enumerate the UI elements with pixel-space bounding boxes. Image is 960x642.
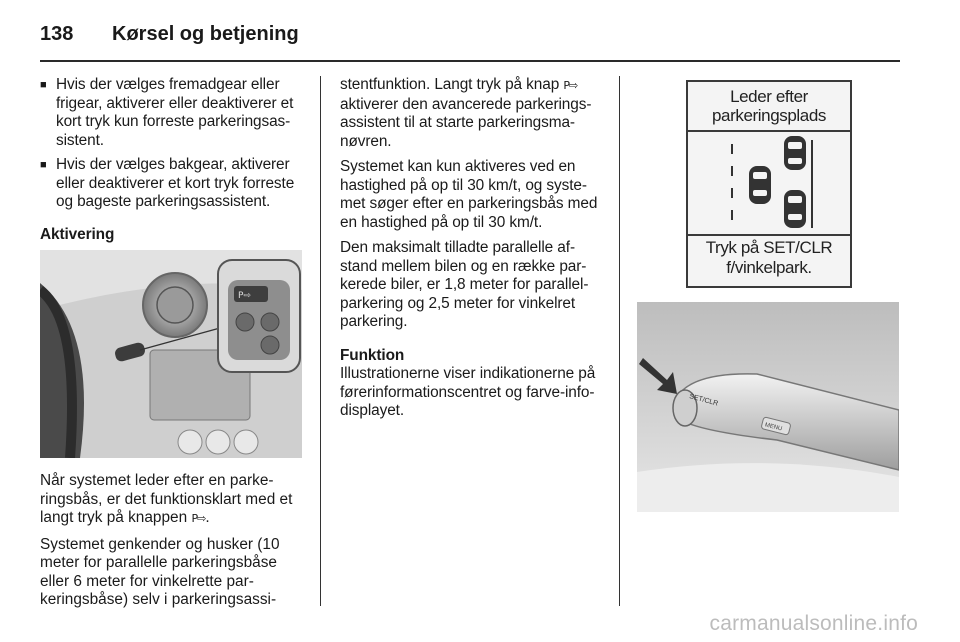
column-divider-2	[619, 76, 620, 606]
bullet-marker: ■	[40, 79, 47, 91]
display-instruction: Tryk på SET/CLR f/vinkelpark.	[705, 238, 833, 277]
menu-label: MENU	[764, 422, 783, 433]
page-title: Kørsel og betjening	[112, 22, 299, 45]
page-header	[40, 14, 920, 54]
driver-info-display	[686, 80, 852, 288]
column-2	[340, 76, 606, 428]
paragraph: Systemet genkender og husker (10 meter for parallelle parkeringsbåse eller 6 meter for vinkelrette parkeringsbåse) selv i parkeringsassi-	[40, 535, 280, 608]
dashboard-drawing	[40, 250, 302, 458]
bullet-text: Hvis der vælges bakgear, aktiverer eller deaktiverer et kort tryk forreste og bageste parkeringsassistent.	[56, 156, 295, 210]
parking-space-graphic	[688, 132, 850, 234]
stalk-drawing	[637, 302, 899, 512]
paragraph-text: aktiverer den avancerede parkeringsassistent til at starte parkeringsmanøvren.	[340, 95, 592, 150]
paragraph-text: stentfunktion. Langt tryk på knap	[340, 76, 564, 93]
paragraph	[40, 472, 308, 529]
parking-assist-button-icon: P⇨	[563, 79, 578, 92]
section-heading-aktivering: Aktivering	[40, 225, 115, 243]
paragraph: Den maksimalt tilladte parallelle afstand mellem bilen og en række parkerede biler, er 1,8 meter for parallelparkering og 2,5 meter for vinkelret parkering.	[340, 239, 589, 330]
display-title: Leder efter parkeringsplads	[711, 87, 826, 125]
page-number: 138	[40, 22, 74, 45]
paragraph	[340, 76, 606, 151]
parking-cars-icon	[688, 132, 850, 234]
bullet-text: Hvis der vælges fremadgear eller frigear, aktiverer eller deaktiverer et kort tryk kun forreste parkeringsassistent.	[56, 76, 294, 149]
column-divider-1	[320, 76, 321, 606]
set-clr-label: SET/CLR	[688, 393, 719, 408]
paragraph-text: Når systemet leder efter en parkeringsbås, er det funktionsklart med et langt tryk på knappen	[40, 472, 293, 526]
header-rule	[40, 60, 900, 62]
column-1-lower-text	[40, 472, 308, 617]
parking-assist-button-icon: P⇨	[191, 512, 206, 525]
bullet-item	[40, 156, 308, 212]
bullet-marker: ■	[40, 159, 47, 171]
watermark: carmanualsonline.info	[709, 612, 918, 635]
dashboard-illustration	[40, 250, 302, 458]
paragraph: Illustrationerne viser indikationerne på førerinformationscentret og farve-info-displayet.	[340, 365, 596, 419]
display-divider	[688, 234, 850, 236]
section-heading-funktion: Funktion	[340, 346, 405, 364]
paragraph-text: .	[205, 509, 210, 526]
bullet-item	[40, 76, 308, 150]
paragraph: Systemet kan kun aktiveres ved en hastighed på op til 30 km/t, og systemet søger efter en parkeringsbås med en hastighed på op til 30 km/t.	[340, 158, 598, 231]
column-1	[40, 76, 308, 258]
svg-text:P⇨: P⇨	[238, 291, 251, 301]
stalk-illustration	[637, 302, 899, 512]
